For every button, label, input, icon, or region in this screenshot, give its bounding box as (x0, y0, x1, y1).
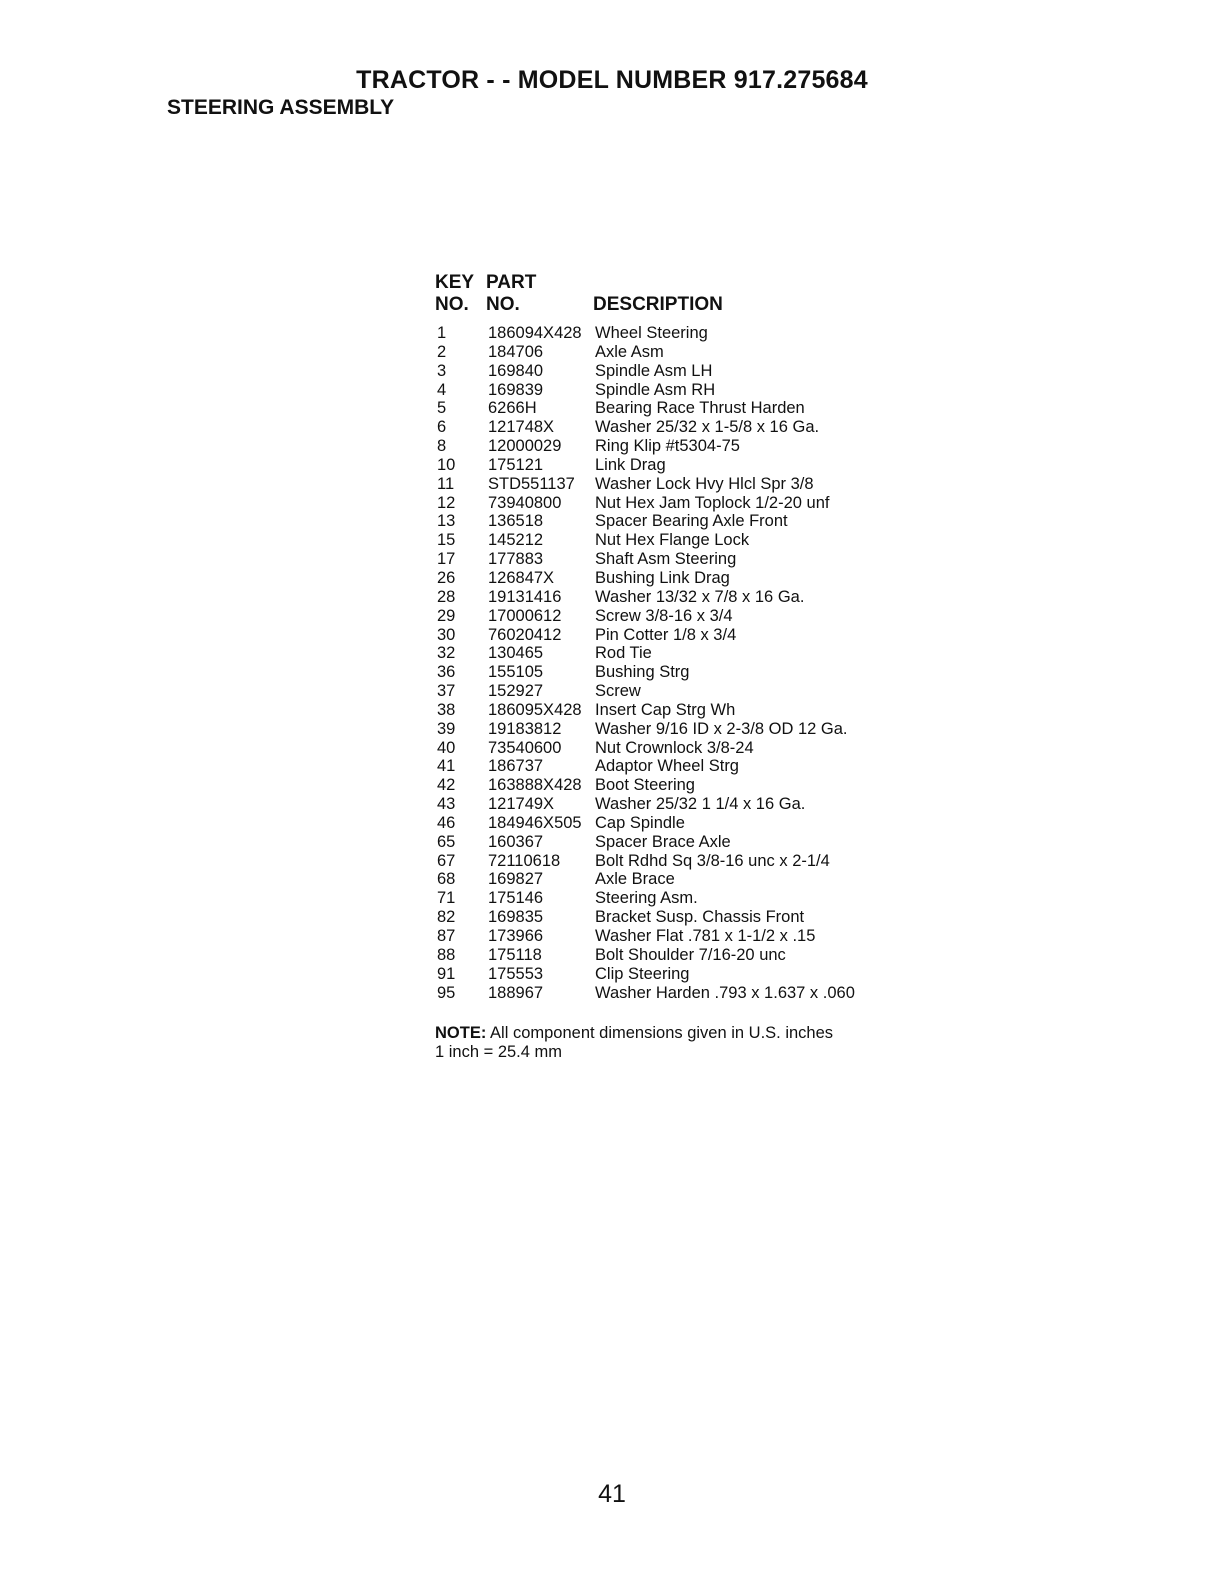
part-number-cell: 163888X428 (488, 776, 582, 795)
description-cell: Ring Klip #t5304-75 (595, 437, 740, 456)
key-cell: 28 (437, 587, 456, 606)
part-number-cell: 184946X505 (488, 813, 582, 832)
part-number-cell: 152927 (488, 682, 544, 701)
table-row (435, 550, 895, 569)
key-cell: 3 (437, 361, 447, 380)
key-cell: 11 (437, 474, 455, 493)
section-subtitle: STEERING ASSEMBLY (167, 96, 395, 119)
key-cell: 68 (437, 870, 456, 889)
note-line (435, 1024, 833, 1043)
note-text: All component dimensions given in U.S. inches (486, 1024, 834, 1042)
key-cell: 46 (437, 813, 456, 832)
description-cell: Spindle Asm LH (595, 361, 713, 380)
description-cell: Axle Asm (595, 342, 664, 361)
part-number-cell: 136518 (488, 512, 544, 531)
table-row (435, 889, 895, 908)
part-number-cell: 175146 (488, 889, 544, 908)
key-cell: 4 (437, 380, 447, 399)
key-cell: 5 (437, 399, 447, 418)
part-number-cell: 177883 (488, 550, 544, 569)
header-key-line1: KEY (435, 272, 475, 293)
description-cell: Adaptor Wheel Strg (595, 757, 739, 776)
table-row (435, 682, 895, 701)
table-row (435, 720, 895, 739)
description-cell: Axle Brace (595, 870, 675, 889)
key-cell: 30 (437, 625, 456, 644)
description-cell: Washer Harden .793 x 1.637 x .060 (595, 983, 855, 1002)
header-description: DESCRIPTION (593, 294, 723, 315)
table-row (435, 381, 895, 400)
table-row (435, 757, 895, 776)
key-cell: 13 (437, 512, 456, 531)
key-cell: 1 (437, 324, 447, 342)
key-cell: 2 (437, 342, 447, 361)
table-row (435, 984, 895, 1003)
description-cell: Spacer Brace Axle (595, 832, 731, 851)
part-number-cell: 72110618 (488, 851, 561, 870)
description-cell: Washer 13/32 x 7/8 x 16 Ga. (595, 587, 805, 606)
key-cell: 41 (437, 757, 456, 776)
header-part-line1: PART (486, 272, 537, 293)
key-cell: 12 (437, 493, 456, 512)
part-number-cell: 145212 (488, 531, 544, 550)
part-number-cell: 155105 (488, 663, 544, 682)
note (435, 1024, 833, 1062)
key-cell: 40 (437, 738, 456, 757)
table-row (435, 418, 895, 437)
part-number-cell: 186094X428 (488, 324, 582, 342)
table-row (435, 494, 895, 513)
table-row (435, 776, 895, 795)
description-cell: Bushing Strg (595, 663, 690, 682)
key-cell: 17 (437, 550, 456, 569)
table-row (435, 946, 895, 965)
parts-list (435, 272, 895, 1002)
description-cell: Boot Steering (595, 776, 695, 795)
key-cell: 91 (437, 964, 456, 983)
table-row (435, 569, 895, 588)
key-cell: 29 (437, 606, 456, 625)
key-cell: 39 (437, 719, 456, 738)
key-cell: 88 (437, 945, 456, 964)
part-number-cell: 169840 (488, 361, 544, 380)
part-number-cell: 160367 (488, 832, 544, 851)
part-number-cell: 175553 (488, 964, 544, 983)
key-cell: 10 (437, 455, 456, 474)
table-row (435, 456, 895, 475)
description-cell: Nut Crownlock 3/8-24 (595, 738, 754, 757)
key-cell: 8 (437, 437, 447, 456)
part-number-cell: 121748X (488, 418, 555, 437)
key-cell: 36 (437, 663, 456, 682)
table-row (435, 644, 895, 663)
header-key-line2: NO. (435, 294, 469, 315)
part-number-cell: 175121 (488, 455, 544, 474)
description-cell: Screw (595, 682, 641, 701)
part-number-cell: 169839 (488, 380, 544, 399)
key-cell: 15 (437, 531, 456, 550)
part-number-cell: 12000029 (488, 437, 562, 456)
part-number-cell: 130465 (488, 644, 544, 663)
description-cell: Nut Hex Flange Lock (595, 531, 750, 550)
part-number-cell: 73540600 (488, 738, 562, 757)
key-cell: 87 (437, 927, 456, 945)
table-row (435, 512, 895, 531)
description-cell: Screw 3/8-16 x 3/4 (595, 606, 733, 625)
table-row (435, 739, 895, 758)
description-cell: Spacer Bearing Axle Front (595, 512, 788, 531)
part-number-cell: 173966 (488, 927, 544, 945)
table-row (435, 626, 895, 645)
description-cell: Bearing Race Thrust Harden (595, 399, 805, 418)
note-label: NOTE: (435, 1024, 487, 1042)
part-number-cell: 19131416 (488, 587, 562, 606)
table-row (435, 399, 895, 418)
part-number-cell: 186095X428 (488, 700, 582, 719)
table-row (435, 362, 895, 381)
part-number-cell: 175118 (488, 945, 542, 964)
table-row (435, 908, 895, 927)
description-cell: Clip Steering (595, 964, 690, 983)
table-row (435, 870, 895, 889)
table-row (435, 475, 895, 494)
parts-list-header (435, 272, 895, 324)
key-cell: 42 (437, 776, 456, 795)
note-conversion: 1 inch = 25.4 mm (435, 1043, 563, 1061)
description-cell: Nut Hex Jam Toplock 1/2-20 unf (595, 493, 830, 512)
description-cell: Bushing Link Drag (595, 568, 730, 587)
table-row (435, 833, 895, 852)
table-row (435, 852, 895, 871)
part-number-cell: 169835 (488, 908, 544, 927)
table-row (435, 588, 895, 607)
page-number: 41 (598, 1480, 626, 1508)
header-part-line2: NO. (486, 294, 520, 315)
part-number-cell: STD551137 (488, 474, 575, 493)
description-cell: Shaft Asm Steering (595, 550, 737, 569)
description-cell: Washer 9/16 ID x 2-3/8 OD 12 Ga. (595, 719, 848, 738)
description-cell: Rod Tie (595, 644, 652, 663)
key-cell: 95 (437, 983, 456, 1002)
key-cell: 6 (437, 418, 447, 437)
table-row (435, 795, 895, 814)
description-cell: Pin Cotter 1/8 x 3/4 (595, 625, 737, 644)
table-row (435, 343, 895, 362)
part-number-cell: 73940800 (488, 493, 562, 512)
key-cell: 32 (437, 644, 456, 663)
parts-list-rows (435, 324, 895, 1002)
description-cell: Bracket Susp. Chassis Front (595, 908, 805, 927)
description-cell: Insert Cap Strg Wh (595, 700, 736, 719)
page-title: TRACTOR - - MODEL NUMBER 917.275684 (356, 66, 868, 94)
key-cell: 37 (437, 682, 456, 701)
key-cell: 67 (437, 851, 456, 870)
description-cell: Washer 25/32 x 1-5/8 x 16 Ga. (595, 418, 820, 437)
part-number-cell: 126847X (488, 568, 555, 587)
description-cell: Washer Lock Hvy Hlcl Spr 3/8 (595, 474, 814, 493)
key-cell: 43 (437, 795, 456, 814)
key-cell: 82 (437, 908, 456, 927)
table-row (435, 531, 895, 550)
description-cell: Link Drag (595, 455, 666, 474)
table-row (435, 814, 895, 833)
part-number-cell: 17000612 (488, 606, 562, 625)
table-row (435, 663, 895, 682)
table-row (435, 701, 895, 720)
part-number-cell: 169827 (488, 870, 544, 889)
key-cell: 65 (437, 832, 456, 851)
description-cell: Washer 25/32 1 1/4 x 16 Ga. (595, 795, 806, 814)
table-row (435, 437, 895, 456)
description-cell: Spindle Asm RH (595, 380, 716, 399)
part-number-cell: 121749X (488, 795, 555, 814)
description-cell: Cap Spindle (595, 813, 685, 832)
part-number-cell: 184706 (488, 342, 544, 361)
table-row (435, 965, 895, 984)
description-cell: Bolt Rdhd Sq 3/8-16 unc x 2-1/4 (595, 851, 830, 870)
description-cell: Steering Asm. (595, 889, 698, 908)
description-cell: Wheel Steering (595, 324, 708, 342)
part-number-cell: 186737 (488, 757, 544, 776)
part-number-cell: 188967 (488, 983, 544, 1002)
part-number-cell: 19183812 (488, 719, 562, 738)
table-row (435, 324, 895, 343)
key-cell: 26 (437, 568, 456, 587)
description-cell: Washer Flat .781 x 1-1/2 x .15 (595, 927, 816, 945)
table-row (435, 927, 895, 946)
table-row (435, 607, 895, 626)
description-cell: Bolt Shoulder 7/16-20 unc (595, 945, 786, 964)
part-number-cell: 6266H (488, 399, 537, 418)
key-cell: 71 (437, 889, 456, 908)
key-cell: 38 (437, 700, 456, 719)
part-number-cell: 76020412 (488, 625, 562, 644)
